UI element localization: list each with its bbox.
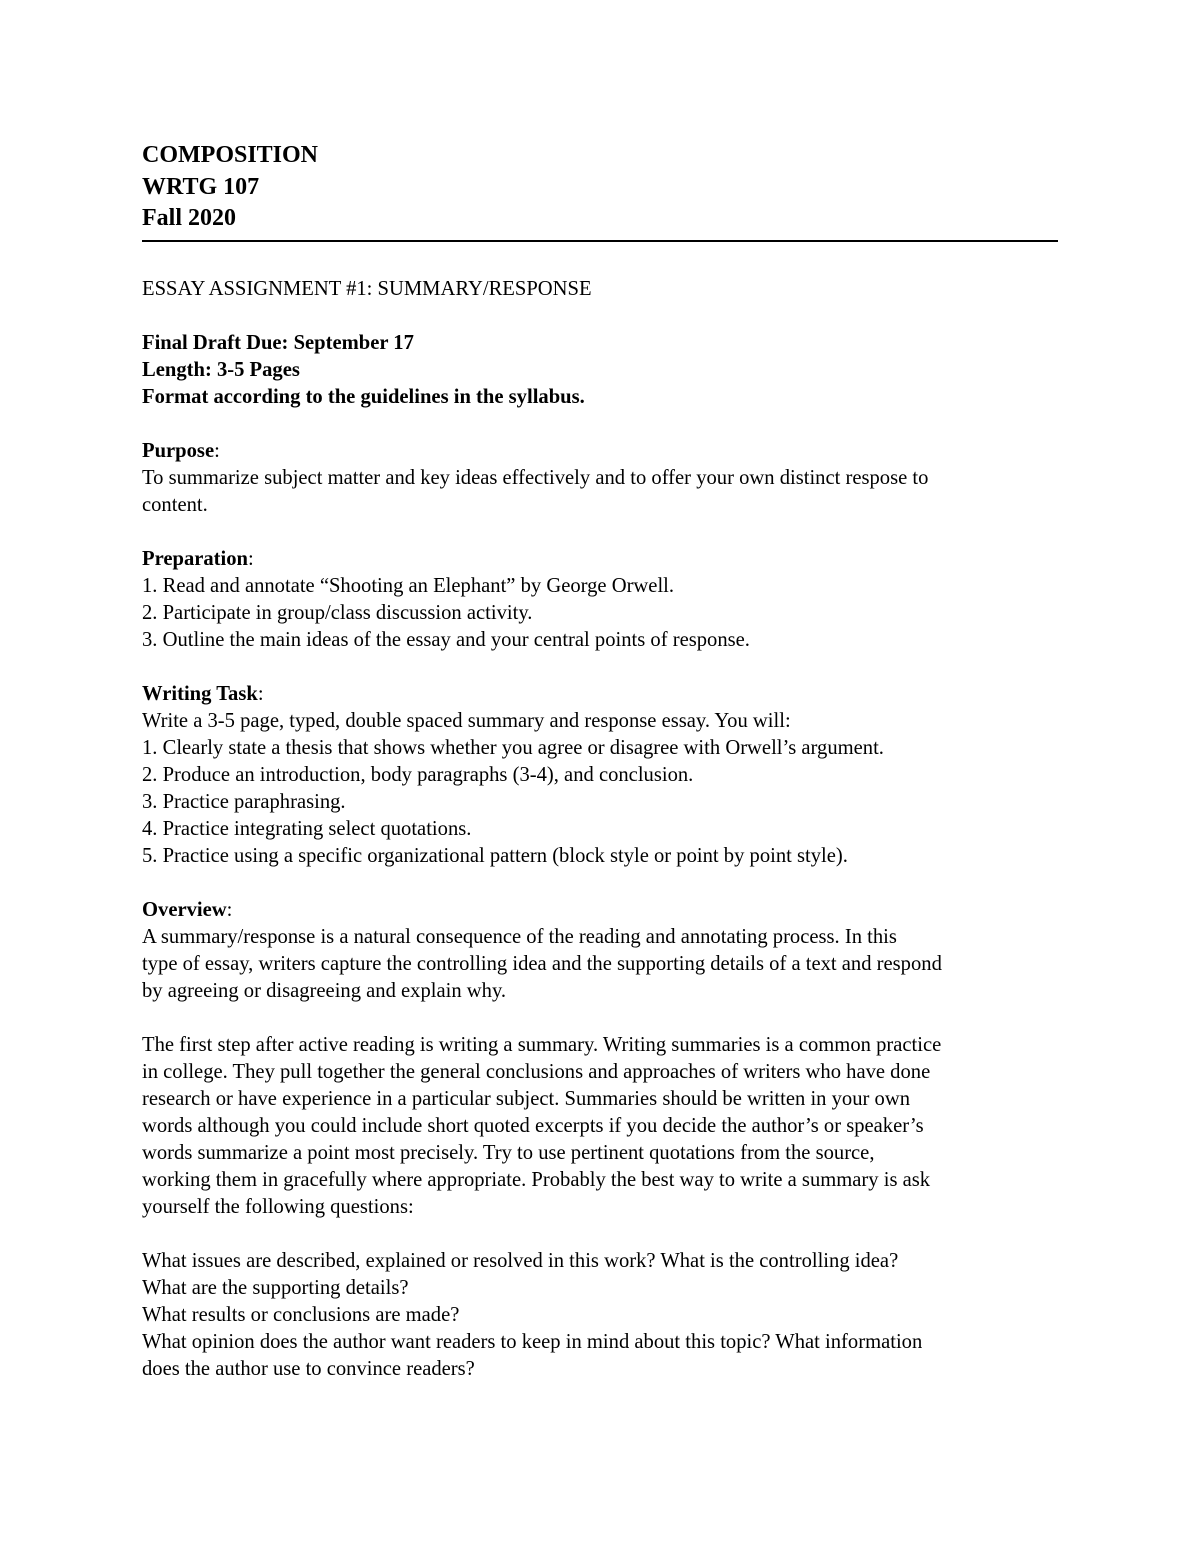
writing-task-item: 2. Produce an introduction, body paragraphs (3-4), and conclusion. xyxy=(142,763,694,786)
preparation-item: 1. Read and annotate “Shooting an Elephant” by George Orwell. xyxy=(142,574,675,597)
course-name: COMPOSITION xyxy=(142,142,319,168)
question-line: What issues are described, explained or resolved in this work? What is the controlling idea? xyxy=(142,1249,899,1272)
format-requirement: Format according to the guidelines in the syllabus. xyxy=(142,385,585,408)
question-line: What opinion does the author want readers to keep in mind about this topic? What information xyxy=(142,1330,923,1353)
writing-task-label: Writing Task xyxy=(142,682,258,705)
purpose-text-line: To summarize subject matter and key ideas effectively and to offer your own distinct respose to xyxy=(142,466,929,489)
purpose-label: Purpose xyxy=(142,439,215,462)
summary-text-line: words summarize a point most precisely. Try to use pertinent quotations from the source, xyxy=(142,1141,875,1164)
writing-task-item: 4. Practice integrating select quotations. xyxy=(142,817,472,840)
assignment-section xyxy=(142,276,1058,1383)
summary-text-line: research or have experience in a particular subject. Summaries should be written in your own xyxy=(142,1087,910,1110)
preparation-item: 3. Outline the main ideas of the essay and your central points of response. xyxy=(142,628,750,651)
overview-text-line: A summary/response is a natural consequence of the reading and annotating process. In this xyxy=(142,925,897,948)
overview-label: Overview xyxy=(142,898,227,921)
writing-task-heading xyxy=(142,681,1058,708)
writing-task-item: 3. Practice paraphrasing. xyxy=(142,790,346,813)
course-term: Fall 2020 xyxy=(142,205,236,231)
assignment-title: ESSAY ASSIGNMENT #1: SUMMARY/RESPONSE xyxy=(142,277,592,300)
writing-task-intro: Write a 3-5 page, typed, double spaced summary and response essay. You will: xyxy=(142,709,791,732)
summary-text-line: The first step after active reading is writing a summary. Writing summaries is a common practice xyxy=(142,1033,942,1056)
summary-text-line: words although you could include short quoted excerpts if you decide the author’s or speaker’s xyxy=(142,1114,924,1137)
purpose-heading xyxy=(142,438,1058,465)
preparation-item: 2. Participate in group/class discussion activity. xyxy=(142,601,533,624)
question-line: does the author use to convince readers? xyxy=(142,1357,475,1380)
overview-text-line: type of essay, writers capture the controlling idea and the supporting details of a text and respond xyxy=(142,952,942,975)
header-divider xyxy=(142,240,1058,242)
question-line: What results or conclusions are made? xyxy=(142,1303,460,1326)
writing-task-item: 5. Practice using a specific organizational pattern (block style or point by point style). xyxy=(142,844,848,867)
question-line: What are the supporting details? xyxy=(142,1276,409,1299)
writing-task-item: 1. Clearly state a thesis that shows whether you agree or disagree with Orwell’s argument. xyxy=(142,736,884,759)
purpose-text-line: content. xyxy=(142,493,208,516)
purpose-colon: : xyxy=(214,439,220,462)
preparation-colon: : xyxy=(248,547,254,570)
overview-text-line: by agreeing or disagreeing and explain why. xyxy=(142,979,507,1002)
summary-text-line: working them in gracefully where appropriate. Probably the best way to write a summary is ask xyxy=(142,1168,931,1191)
course-code: WRTG 107 xyxy=(142,173,260,200)
course-header xyxy=(142,140,1058,235)
writing-task-colon: : xyxy=(257,682,264,705)
overview-heading xyxy=(142,897,1058,924)
overview-colon: : xyxy=(226,898,233,921)
document-page xyxy=(142,140,1058,1383)
summary-text-line: yourself the following questions: xyxy=(142,1195,414,1218)
preparation-heading xyxy=(142,546,1058,573)
length-requirement: Length: 3-5 Pages xyxy=(142,358,300,381)
preparation-label: Preparation xyxy=(142,547,249,570)
summary-text-line: in college. They pull together the general conclusions and approaches of writers who have done xyxy=(142,1060,931,1083)
due-date: Final Draft Due: September 17 xyxy=(142,331,414,354)
